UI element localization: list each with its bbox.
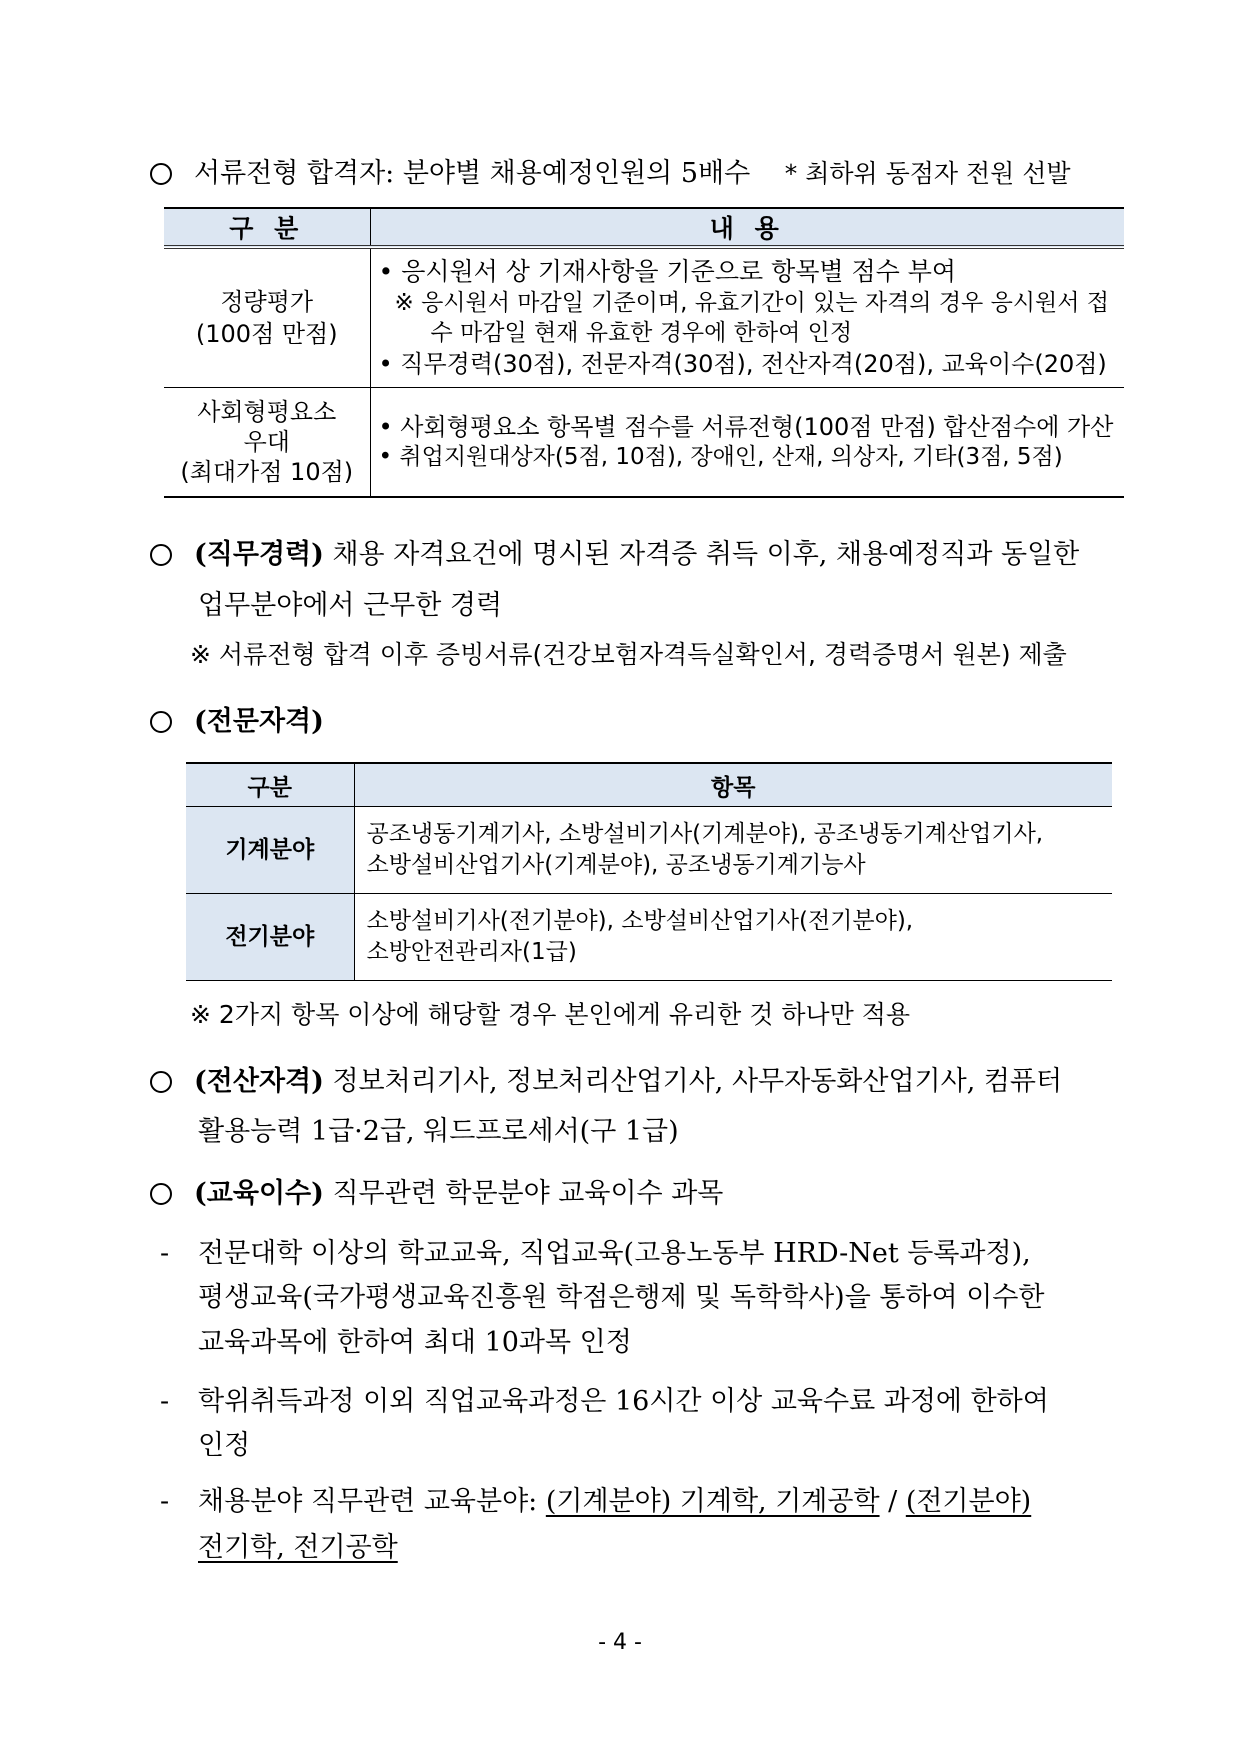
row-content: [354, 894, 1112, 981]
section-job-experience: [150, 537, 1079, 573]
bullet-item: • 사회형평요소 항목별 점수를 서류전형(100점 만점) 합산점수에 가산: [378, 412, 1114, 441]
label-line: (100점 만점): [195, 319, 338, 348]
cert-line: 소방안전관리자(1급): [366, 939, 577, 965]
cert-line: 공조냉동기계기사, 소방설비기사(기계분야), 공조냉동기계산업기사,: [366, 821, 1044, 847]
header-items: 항목: [354, 763, 1112, 807]
dash-bullet: -: [160, 1486, 170, 1517]
row-label: [164, 247, 370, 387]
row-label: 전기분야: [186, 894, 354, 981]
mechanical-fields: (기계분야) 기계학, 기계공학: [545, 1486, 880, 1517]
evaluation-table: [164, 207, 1124, 498]
electrical-field-label: (전기분야): [905, 1486, 1032, 1517]
row-label: [164, 387, 370, 497]
cert-line: 소방설비기사(전기분야), 소방설비산업기사(전기분야),: [366, 908, 914, 934]
section-text: 직무관련 학문분야 교육이수 과목: [323, 1178, 724, 1209]
circle-bullet-icon: [150, 711, 172, 733]
label-line: 사회형평요소: [197, 397, 337, 426]
certification-note: ※ 2가지 항목 이상에 해당할 경우 본인에게 유리한 것 하나만 적용: [190, 1000, 911, 1029]
education-item-1-line-3: 교육과목에 한하여 최대 10과목 인정: [198, 1327, 632, 1358]
note-item: ※ 응시원서 마감일 기준이며, 유효기간이 있는 자격의 경우 응시원서 접수 마감일 현재 유효한 경우에 한하여 인정: [394, 289, 1109, 346]
section-text-continued: 활용능력 1급·2급, 워드프로세서(구 1급): [198, 1116, 679, 1147]
tie-note: * 최하위 동점자 전원 선발: [784, 159, 1071, 188]
header-content: 내 용: [370, 208, 1124, 247]
label-line: (최대가점 10점): [180, 457, 354, 486]
section-it-cert: [150, 1064, 1062, 1100]
circle-bullet-icon: [150, 1183, 172, 1205]
table-header-row: [164, 208, 1124, 247]
table-row-social-equity: [164, 387, 1124, 497]
label-line: 정량평가: [220, 287, 314, 316]
row-content: [370, 247, 1124, 387]
cert-line: 소방설비산업기사(기계분야), 공조냉동기계기능사: [366, 852, 866, 878]
section-education: [150, 1176, 723, 1212]
bullet-item: • 직무경력(30점), 전문자격(30점), 전산자격(20점), 교육이수(20점): [378, 349, 1107, 378]
electrical-fields: 전기학, 전기공학: [198, 1532, 398, 1563]
circle-bullet-icon: [150, 1071, 172, 1093]
row-label: 기계분야: [186, 807, 354, 894]
table-row-electrical: [186, 894, 1112, 981]
heading-text: 서류전형 합격자: 분야별 채용예정인원의 5배수: [194, 158, 751, 189]
header-category: 구 분: [164, 208, 370, 247]
circle-bullet-icon: [150, 544, 172, 566]
table-header-row: [186, 763, 1112, 807]
label-line: 우대: [243, 427, 290, 456]
separator: /: [879, 1486, 906, 1517]
section-keyword: (전산자격): [194, 1066, 324, 1097]
education-fields-prefix: 채용분야 직무관련 교육분야:: [198, 1486, 546, 1517]
education-item-1-line-1: 전문대학 이상의 학교교육, 직업교육(고용노동부 HRD-Net 등록과정),: [198, 1238, 1031, 1269]
section-heading-document-screening: [150, 156, 1071, 192]
education-item-3-line-1: [198, 1484, 1031, 1520]
row-content: [370, 387, 1124, 497]
section-keyword: (직무경력): [194, 539, 324, 570]
table-row-quantitative: [164, 247, 1124, 387]
section-professional-cert: [150, 704, 324, 740]
section-text: 채용 자격요건에 명시된 자격증 취득 이후, 채용예정직과 동일한: [323, 539, 1080, 570]
certification-table: [186, 762, 1112, 981]
header-category: 구분: [186, 763, 354, 807]
job-experience-note: ※ 서류전형 합격 이후 증빙서류(건강보험자격득실확인서, 경력증명서 원본) 제출: [190, 640, 1067, 669]
row-content: [354, 807, 1112, 894]
table-row-mechanical: [186, 807, 1112, 894]
section-keyword: (교육이수): [194, 1178, 324, 1209]
dash-bullet: -: [160, 1238, 170, 1269]
section-text-continued: 업무분야에서 근무한 경력: [198, 590, 503, 621]
section-keyword: (전문자격): [194, 706, 324, 737]
page-number: - 4 -: [598, 1630, 642, 1655]
section-text: 정보처리기사, 정보처리산업기사, 사무자동화산업기사, 컴퓨터: [323, 1066, 1063, 1097]
education-item-2-line-1: 학위취득과정 이외 직업교육과정은 16시간 이상 교육수료 과정에 한하여: [198, 1386, 1049, 1417]
bullet-item: • 취업지원대상자(5점, 10점), 장애인, 산재, 의상자, 기타(3점, 5점): [378, 443, 1063, 470]
education-item-1-line-2: 평생교육(국가평생교육진흥원 학점은행제 및 독학학사)을 통하여 이수한: [198, 1282, 1045, 1313]
circle-bullet-icon: [150, 163, 172, 185]
bullet-item: • 응시원서 상 기재사항을 기준으로 항목별 점수 부여: [378, 256, 957, 286]
dash-bullet: -: [160, 1386, 170, 1417]
education-item-2-line-2: 인정: [198, 1430, 251, 1461]
education-item-3-line-2: [198, 1530, 398, 1566]
